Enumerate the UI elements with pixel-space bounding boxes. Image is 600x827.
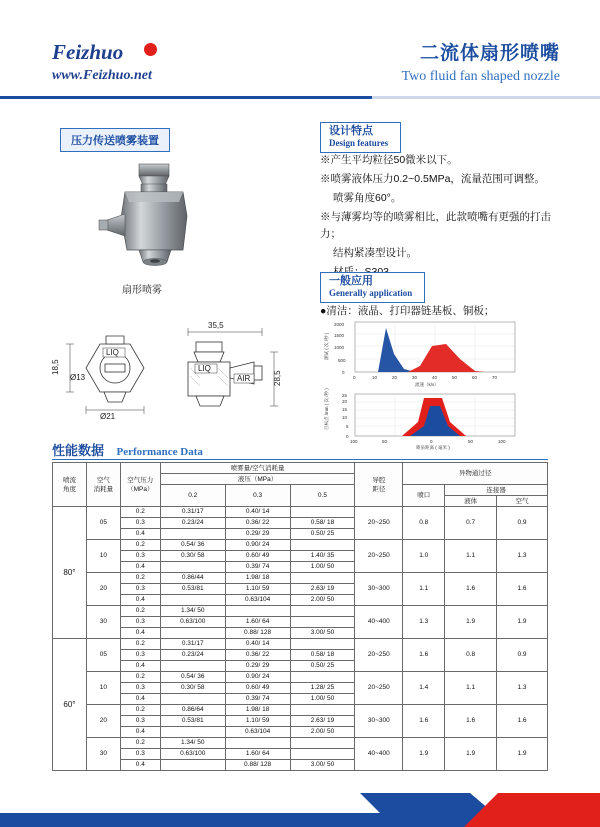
performance-divider	[52, 459, 548, 460]
cell-cavity: 30~300	[355, 705, 403, 738]
cell-flow-value: 2.00/ 50	[290, 595, 355, 606]
cell-flow-value: 1.00/ 50	[290, 694, 355, 705]
cell-air-pressure: 0.3	[120, 650, 160, 661]
tag-general-application-cn: 一般应用	[329, 275, 373, 287]
svg-text:0: 0	[430, 439, 433, 444]
performance-title-cn: 性能数据	[52, 443, 105, 458]
feature-item: ※与薄雾均等的喷雾相比，此款喷嘴有更强的打击力；	[320, 211, 551, 240]
svg-text:25: 25	[342, 393, 348, 398]
table-row	[53, 738, 548, 749]
th-spray-group: 喷雾量/空气消耗量	[160, 463, 355, 474]
cell-flow-value: 1.60/ 64	[225, 617, 290, 628]
th-angle-l1: 喷流	[62, 476, 76, 484]
header-divider	[0, 96, 600, 99]
cell-flow-value: 0.63/104	[225, 595, 290, 606]
svg-text:50: 50	[452, 375, 458, 380]
svg-text:喷泉距离 ( 毫米 ): 喷泉距离 ( 毫米 )	[416, 445, 450, 450]
svg-text:1500: 1500	[334, 333, 345, 338]
th-liq-05: 0.5	[290, 485, 355, 507]
th-air-consumption: 空气 消耗量	[86, 463, 120, 507]
cell-flow-value: 1.60/ 64	[225, 749, 290, 760]
cell-nozzle: 1.4	[403, 672, 445, 705]
cell-flow-value: 0.86/64	[160, 705, 225, 716]
charts-panel	[320, 318, 570, 450]
cell-flow-value	[290, 738, 355, 749]
cell-connector-liquid: 0.8	[445, 639, 497, 672]
cell-flow-value: 0.63/100	[160, 749, 225, 760]
cell-flow-value	[290, 540, 355, 551]
cell-flow-value: 1.10/ 59	[225, 584, 290, 595]
cell-flow-value: 0.90/ 24	[225, 672, 290, 683]
cell-air-pressure: 0.3	[120, 716, 160, 727]
svg-text:流速（k/s）: 流速（k/s）	[415, 382, 439, 387]
design-feature-list	[320, 152, 565, 283]
cell-air-pressure: 0.4	[120, 529, 160, 540]
svg-text:20: 20	[392, 375, 398, 380]
th-liq-02: 0.2	[160, 485, 225, 507]
cell-flow-value: 0.53/81	[160, 716, 225, 727]
cell-air-pressure: 0.3	[120, 518, 160, 529]
cell-flow-value	[160, 628, 225, 639]
tag-pressure-spray-device-label: 压力传送喷雾装置	[71, 135, 159, 147]
cell-cavity: 20~250	[355, 540, 403, 573]
cell-angle: 80°	[53, 507, 87, 639]
table-row	[53, 639, 548, 650]
cell-nozzle: 1.0	[403, 540, 445, 573]
svg-text:0: 0	[353, 375, 356, 380]
cell-flow-value: 0.29/ 29	[225, 529, 290, 540]
dim-label: 35,5	[208, 321, 224, 330]
cell-flow-value	[160, 562, 225, 573]
cell-flow-value: 0.36/ 22	[225, 518, 290, 529]
cell-air-consumption: 05	[86, 639, 120, 672]
dim-label: Ø21	[100, 412, 116, 421]
cell-flow-value: 0.58/ 18	[290, 518, 355, 529]
cell-flow-value	[290, 617, 355, 628]
performance-title-en: Performance Data	[116, 446, 203, 458]
cell-nozzle: 1.6	[403, 639, 445, 672]
cell-air-consumption: 30	[86, 738, 120, 771]
cell-flow-value: 1.00/ 50	[290, 562, 355, 573]
cell-cavity: 20~250	[355, 672, 403, 705]
cell-flow-value: 3.00/ 50	[290, 760, 355, 771]
table-row	[53, 606, 548, 617]
th-liquid-pressure: 液压（MPa）	[160, 474, 355, 485]
page-title-en: Two fluid fan shaped nozzle	[401, 69, 560, 84]
svg-text:10: 10	[342, 415, 348, 420]
cell-flow-value	[290, 749, 355, 760]
drawing-label-liq: LIQ	[198, 364, 211, 373]
cell-flow-value: 0.53/81	[160, 584, 225, 595]
cell-air-pressure: 0.2	[120, 507, 160, 518]
cell-air-pressure: 0.3	[120, 749, 160, 760]
th-passing-note: 异物通过径	[403, 463, 548, 485]
cell-flow-value	[290, 639, 355, 650]
cell-connector-air: 1.9	[497, 606, 548, 639]
cell-connector-air: 1.6	[497, 573, 548, 606]
cell-nozzle: 1.6	[403, 705, 445, 738]
page-header	[0, 0, 600, 96]
cell-air-pressure: 0.3	[120, 551, 160, 562]
cell-air-consumption: 10	[86, 672, 120, 705]
svg-text:20: 20	[342, 399, 348, 404]
cell-flow-value: 0.50/ 25	[290, 529, 355, 540]
cell-flow-value: 0.23/24	[160, 518, 225, 529]
cell-flow-value: 0.88/ 128	[225, 628, 290, 639]
svg-text:40: 40	[432, 375, 438, 380]
nozzle-photo	[95, 158, 220, 273]
cell-connector-air: 0.9	[497, 507, 548, 540]
drawing-label-air: AIR	[237, 374, 251, 383]
cell-flow-value: 0.31/17	[160, 639, 225, 650]
product-photo-panel	[60, 148, 275, 298]
cell-angle: 60°	[53, 639, 87, 771]
cell-flow-value: 0.39/ 74	[225, 694, 290, 705]
brand-name: Feizhuo	[52, 40, 124, 64]
cell-flow-value	[290, 606, 355, 617]
cell-cavity: 20~250	[355, 507, 403, 540]
th-nozzle: 喷口	[403, 485, 445, 507]
application-text: ●清洁：液晶、打印器链基板、铜板；	[320, 305, 495, 317]
cell-flow-value: 0.86/44	[160, 573, 225, 584]
cell-flow-value: 0.63/100	[160, 617, 225, 628]
cell-nozzle: 1.9	[403, 738, 445, 771]
table-head	[53, 463, 548, 507]
page-footer	[0, 793, 600, 827]
cell-flow-value: 0.30/ 58	[160, 551, 225, 562]
cell-flow-value	[225, 738, 290, 749]
cell-air-pressure: 0.2	[120, 639, 160, 650]
charts-svg	[320, 318, 570, 450]
feature-item: ※喷雾液体压力0.2~0.5MPa，流量范围可调整。	[320, 173, 545, 185]
cell-flow-value: 1.34/ 50	[160, 606, 225, 617]
cell-flow-value: 0.23/24	[160, 650, 225, 661]
cell-flow-value: 3.00/ 50	[290, 628, 355, 639]
cell-connector-air: 0.9	[497, 639, 548, 672]
tag-design-features-en: Design features	[329, 138, 389, 148]
svg-text:100: 100	[498, 439, 506, 444]
performance-header	[52, 440, 203, 460]
table-row	[53, 507, 548, 518]
cell-flow-value: 1.98/ 18	[225, 573, 290, 584]
cell-nozzle: 0.8	[403, 507, 445, 540]
cell-cavity: 30~300	[355, 573, 403, 606]
svg-text:1000: 1000	[334, 345, 345, 350]
cell-flow-value: 1.34/ 50	[160, 738, 225, 749]
feature-item: ※产生平均粒径50微米以下。	[320, 154, 458, 166]
cell-air-consumption: 05	[86, 507, 120, 540]
cell-flow-value: 0.88/ 128	[225, 760, 290, 771]
cell-nozzle: 1.3	[403, 606, 445, 639]
cell-air-pressure: 0.4	[120, 727, 160, 738]
svg-text:目标点 /mm ( 次 /秒 ): 目标点 /mm ( 次 /秒 )	[324, 388, 329, 430]
cell-air-consumption: 20	[86, 573, 120, 606]
technical-drawings	[48, 318, 303, 438]
cell-air-consumption: 10	[86, 540, 120, 573]
cell-connector-liquid: 1.1	[445, 540, 497, 573]
table-row	[53, 672, 548, 683]
cell-flow-value	[225, 606, 290, 617]
cell-flow-value	[290, 672, 355, 683]
cell-flow-value: 0.54/ 36	[160, 540, 225, 551]
cell-flow-value	[290, 573, 355, 584]
cell-flow-value: 1.40/ 35	[290, 551, 355, 562]
svg-text:0: 0	[342, 370, 345, 375]
cell-flow-value: 0.31/17	[160, 507, 225, 518]
th-air-pressure: 空气压力 （MPa）	[120, 463, 160, 507]
svg-text:70: 70	[492, 375, 498, 380]
cell-air-pressure: 0.2	[120, 540, 160, 551]
cell-air-consumption: 30	[86, 606, 120, 639]
cell-air-pressure: 0.2	[120, 705, 160, 716]
performance-table	[52, 462, 548, 771]
feature-item: 结构紧凑型设计。	[333, 247, 417, 259]
cell-cavity: 40~400	[355, 738, 403, 771]
th-connector-air: 空气	[497, 496, 548, 507]
cell-air-pressure: 0.4	[120, 661, 160, 672]
table-row	[53, 573, 548, 584]
table-row	[53, 705, 548, 716]
cell-air-pressure: 0.4	[120, 694, 160, 705]
tag-general-application-en: Generally application	[329, 288, 413, 298]
brand-logo	[52, 40, 152, 84]
svg-text:10: 10	[372, 375, 378, 380]
cell-connector-liquid: 0.7	[445, 507, 497, 540]
cell-flow-value: 1.28/ 25	[290, 683, 355, 694]
cell-connector-liquid: 1.9	[445, 738, 497, 771]
cell-air-pressure: 0.4	[120, 628, 160, 639]
cell-connector-air: 1.9	[497, 738, 548, 771]
cell-flow-value	[160, 595, 225, 606]
cell-flow-value: 0.29/ 29	[225, 661, 290, 672]
svg-text:0: 0	[346, 434, 349, 439]
logo-dot-icon	[144, 43, 157, 56]
cell-connector-air: 1.3	[497, 672, 548, 705]
cell-air-pressure: 0.3	[120, 683, 160, 694]
chart-2	[323, 388, 515, 450]
page-title-cn: 二流体扇形喷嘴	[419, 43, 560, 64]
cell-air-pressure: 0.3	[120, 584, 160, 595]
photo-caption: 扇形喷雾	[122, 285, 162, 296]
cell-air-pressure: 0.2	[120, 573, 160, 584]
cell-flow-value: 1.98/ 18	[225, 705, 290, 716]
tag-design-features	[320, 122, 401, 153]
cell-flow-value	[160, 694, 225, 705]
svg-text:60: 60	[472, 375, 478, 380]
cell-flow-value: 0.90/ 24	[225, 540, 290, 551]
dim-label: 28,5	[273, 370, 282, 386]
th-cavity: 导腔 距径	[355, 463, 403, 507]
th-connector: 连接器	[445, 485, 548, 496]
cell-connector-air: 1.6	[497, 705, 548, 738]
table-body	[53, 507, 548, 771]
chart-1	[323, 322, 515, 388]
cell-flow-value	[290, 507, 355, 518]
cell-flow-value: 2.00/ 50	[290, 727, 355, 738]
cell-flow-value: 0.60/ 49	[225, 683, 290, 694]
cell-air-pressure: 0.2	[120, 672, 160, 683]
cell-flow-value: 0.54/ 36	[160, 672, 225, 683]
cell-air-pressure: 0.2	[120, 738, 160, 749]
cell-flow-value: 0.58/ 18	[290, 650, 355, 661]
cell-flow-value: 0.40/ 14	[225, 639, 290, 650]
svg-text:30: 30	[412, 375, 418, 380]
drawing-label-liq-left: LIQ	[106, 348, 119, 357]
cell-flow-value: 0.40/ 14	[225, 507, 290, 518]
cell-flow-value: 0.60/ 49	[225, 551, 290, 562]
table-row	[53, 540, 548, 551]
tag-design-features-cn: 设计特点	[329, 125, 373, 137]
cell-flow-value	[160, 727, 225, 738]
feature-item: 喷雾角度60°。	[333, 192, 402, 204]
cell-air-pressure: 0.4	[120, 595, 160, 606]
th-angle	[53, 463, 87, 507]
cell-connector-liquid: 1.9	[445, 606, 497, 639]
cell-connector-air: 1.3	[497, 540, 548, 573]
cell-air-consumption: 20	[86, 705, 120, 738]
cell-flow-value	[290, 705, 355, 716]
th-connector-liquid: 液体	[445, 496, 497, 507]
cell-connector-liquid: 1.6	[445, 705, 497, 738]
brand-url[interactable]: www.Feizhuo.net	[52, 68, 152, 83]
svg-text:2000: 2000	[334, 322, 345, 327]
cell-cavity: 40~400	[355, 606, 403, 639]
cell-flow-value: 0.50/ 25	[290, 661, 355, 672]
dim-label: Ø13	[70, 373, 86, 382]
cell-flow-value	[160, 760, 225, 771]
cell-flow-value	[160, 529, 225, 540]
dim-label: 18,5	[51, 359, 60, 375]
cell-flow-value: 1.10/ 59	[225, 716, 290, 727]
cell-air-pressure: 0.2	[120, 606, 160, 617]
cell-flow-value	[160, 661, 225, 672]
cell-flow-value: 2.63/ 19	[290, 716, 355, 727]
svg-text:5: 5	[346, 424, 349, 429]
svg-text:测试 ( 次 /秒 ): 测试 ( 次 /秒 )	[324, 332, 329, 360]
cell-air-pressure: 0.4	[120, 760, 160, 771]
tag-general-application	[320, 272, 425, 303]
cell-air-pressure: 0.4	[120, 562, 160, 573]
cell-flow-value: 0.63/104	[225, 727, 290, 738]
svg-text:500: 500	[338, 358, 346, 363]
svg-text:50: 50	[468, 439, 474, 444]
svg-text:50: 50	[382, 439, 388, 444]
cell-connector-liquid: 1.1	[445, 672, 497, 705]
drawing-svg	[48, 318, 303, 438]
cell-connector-liquid: 1.6	[445, 573, 497, 606]
cell-air-pressure: 0.3	[120, 617, 160, 628]
cell-flow-value: 0.39/ 74	[225, 562, 290, 573]
cell-flow-value: 2.63/ 19	[290, 584, 355, 595]
page-title	[402, 38, 560, 85]
svg-text:15: 15	[342, 407, 348, 412]
svg-text:100: 100	[350, 439, 358, 444]
cell-flow-value: 0.36/ 22	[225, 650, 290, 661]
cell-flow-value: 0.30/ 58	[160, 683, 225, 694]
th-angle-l2: 角度	[62, 485, 76, 493]
cell-nozzle: 1.1	[403, 573, 445, 606]
th-liq-03: 0.3	[225, 485, 290, 507]
table-header-row	[53, 463, 548, 474]
cell-cavity: 20~250	[355, 639, 403, 672]
